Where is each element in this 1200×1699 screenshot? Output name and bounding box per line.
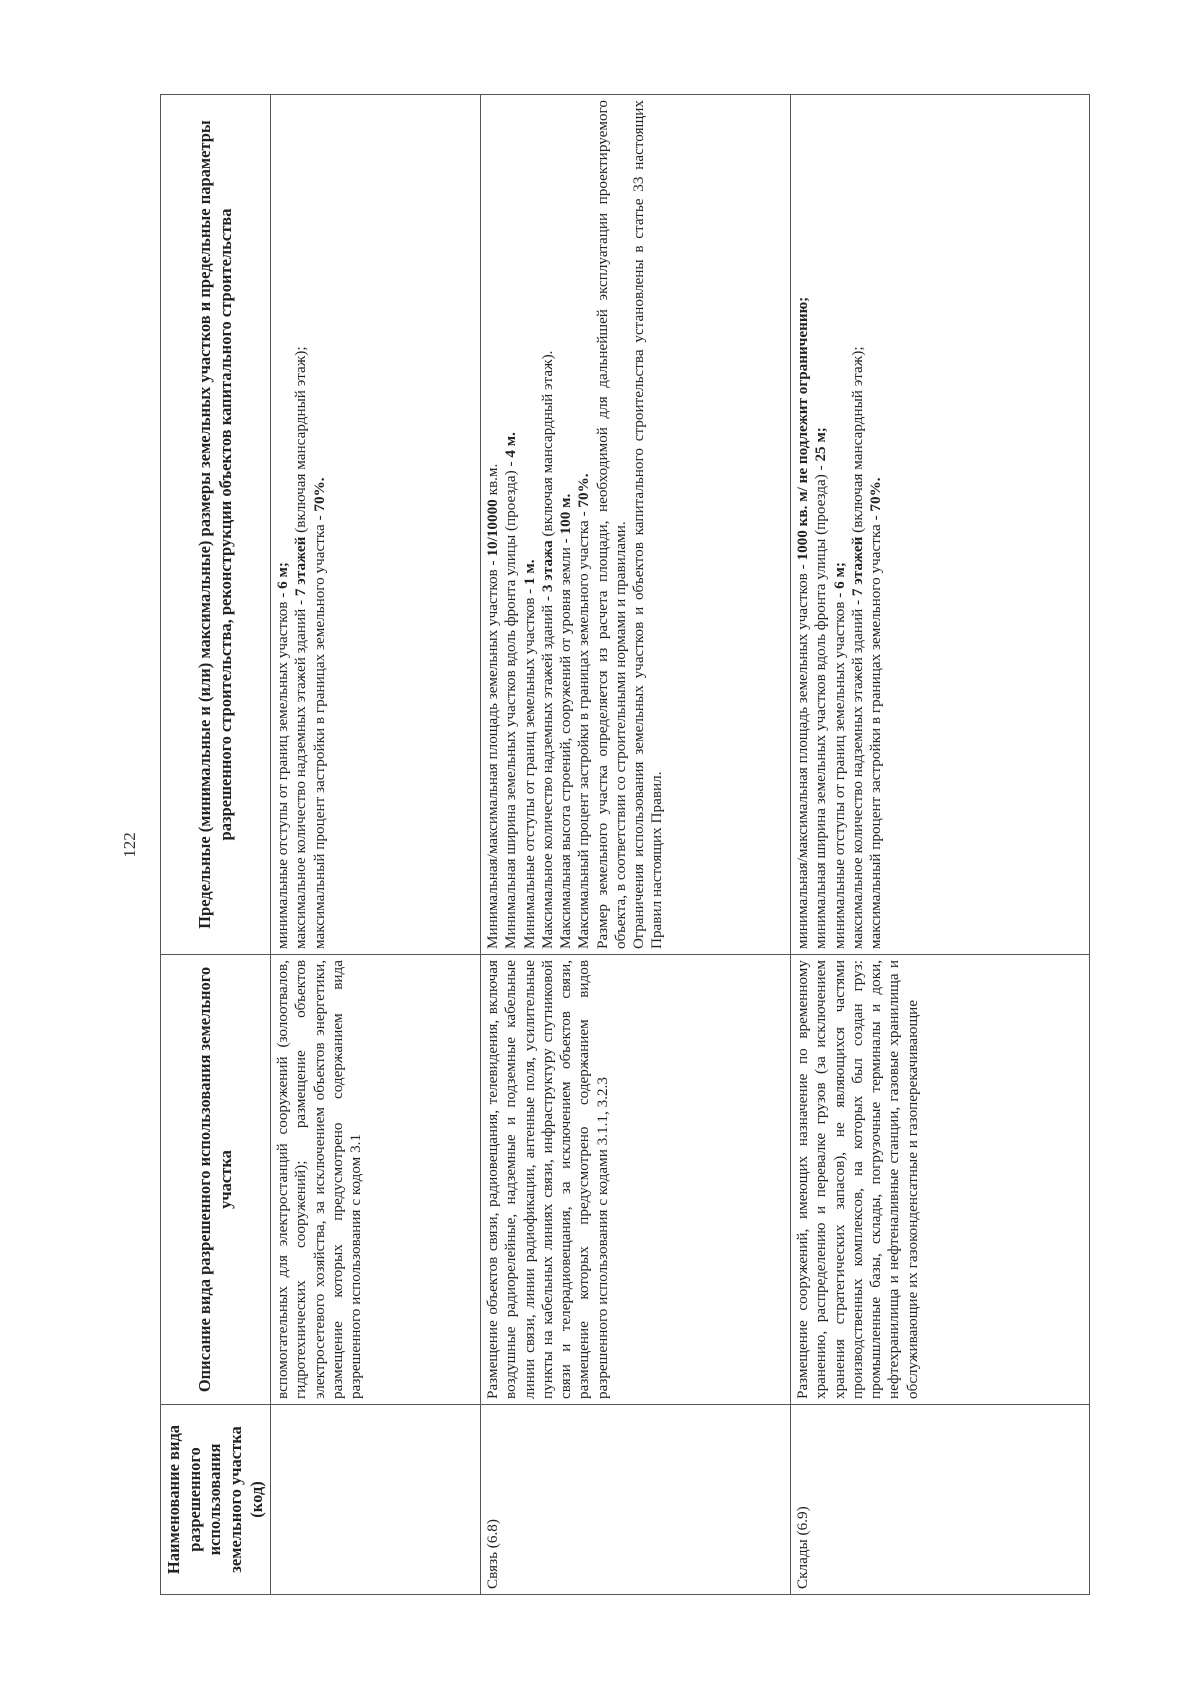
page-number: 122 [120, 832, 139, 858]
parameter-line [630, 100, 666, 949]
parameter-value: 4 м. [502, 432, 520, 458]
parameter-value: 25 м; [812, 427, 830, 462]
parameter-text: Размер земельного участка определяется из расчета площади, необходимой для дальнейшей эксплуатации проектируемого объекта, в соответствии со строительными нормами и правилами. [593, 100, 629, 949]
table-header-row [161, 95, 271, 1595]
parameter-line [539, 100, 557, 949]
parameter-line [292, 100, 310, 949]
parameters-cell [271, 95, 481, 955]
parameter-line [557, 100, 575, 949]
parameter-text: Минимальная ширина земельных участков вдоль фронта улицы (проезда) - [502, 457, 520, 949]
parameter-note: кв.м. [484, 463, 502, 500]
use-description-cell: Размещение сооружений, имеющих назначение по временному хранению, распределению и перевалке грузов (за исключением хранения стратегических запасов), не являющихся частями производственных комплексов, на которых был создан груз: промышленные базы, склады, погрузочные терминалы и доки, нефтехранилища и нефтеналивные станции, газовые хранилища и обслуживающие их газоконденсатные и газоперекачивающие [791, 955, 1090, 1405]
parameter-value: 10/10000 [484, 499, 502, 557]
parameter-note: (включая мансардный этаж); [292, 346, 310, 537]
parameter-text: Минимальные отступы от границ земельных участков - [520, 584, 538, 949]
parameter-text: максимальное количество надземных этажей зданий - [848, 596, 866, 949]
table-row [481, 95, 791, 1595]
parameter-line [484, 100, 502, 949]
parameters-cell [791, 95, 1090, 955]
parameter-text: минимальные отступы от границ земельных участков - [830, 588, 848, 949]
parameter-text: Максимальная высота строений, сооружений от уровня земли - [557, 534, 575, 949]
parameter-line [831, 100, 849, 949]
parameter-line [521, 100, 539, 949]
parameter-text: Ограничения использования земельных участков и объектов капитального строительства установлены в статье 33 настоящих Правил настоящих Правил. [630, 100, 666, 949]
header-use-description: Описание вида разрешенного использования земельного участка [161, 955, 271, 1405]
parameters-cell [481, 95, 791, 955]
parameter-text: минимальная/максимальная площадь земельных участков - [794, 560, 812, 949]
parameter-text: минимальные отступы от границ земельных участков - [274, 588, 292, 949]
parameter-text: максимальный процент застройки в границах земельного участка - [310, 511, 328, 949]
parameter-value: 7 этажей [292, 536, 310, 597]
rotated-page-content [120, 95, 1100, 1595]
parameter-text: Минимальная/максимальная площадь земельных участков - [484, 556, 502, 949]
use-description-cell: Размещение объектов связи, радиовещания, телевидения, включая воздушные радиорелейные, надземные и подземные кабельные линии связи, линии радиофикации, антенные поля, усилительные пункты на кабельных линиях связи, инфраструктуру спутниковой связи и телерадиовещания, за исключением объектов связи, размещение которых предусмотрено содержанием видов разрешенного использования с кодами 3.1.1, 3.2.3 [481, 955, 791, 1405]
table-row [791, 95, 1090, 1595]
parameter-line [867, 100, 885, 949]
use-name-cell [271, 1405, 481, 1595]
parameter-line [849, 100, 867, 949]
parameter-line [794, 100, 812, 949]
parameter-value: 1000 кв. м/ не подлежит ограничению; [794, 296, 812, 561]
header-limit-parameters: Предельные (минимальные и (или) максимальные) размеры земельных участков и предельные параметры разрешенного строительства, реконструкции объектов капитального строительства [161, 95, 271, 955]
parameter-value: 1 м. [520, 559, 538, 585]
header-use-name: Наименование вида разрешенного использования земельного участка (код) [161, 1405, 271, 1595]
parameter-line [502, 100, 520, 949]
parameter-value: 6 м; [830, 562, 848, 589]
parameter-line [311, 100, 329, 949]
parameter-text: Максимальный процент застройки в границах земельного участка - [575, 507, 593, 949]
parameter-text: Максимальное количество надземных этажей зданий - [538, 592, 556, 949]
parameter-text: минимальная ширина земельных участков вдоль фронта улицы (проезда) - [812, 461, 830, 949]
parameter-value: 70%. [575, 473, 593, 508]
parameter-value: 7 этажей [848, 536, 866, 597]
parameter-value: 70%. [867, 477, 885, 512]
use-name-cell: Склады (6.9) [791, 1405, 1090, 1595]
parameter-value: 6 м; [274, 562, 292, 589]
parameter-line [812, 100, 830, 949]
parameter-text: максимальный процент застройки в границах земельного участка - [867, 511, 885, 949]
table-row [271, 95, 481, 1595]
use-name-cell: Связь (6.8) [481, 1405, 791, 1595]
use-description-cell: вспомогательных для электростанций сооружений (золоотвалов, гидротехнических сооружений); размещение объектов электросетевого хозяйства, за исключением объектов энергетики, размещение которых предусмотрено содержанием вида разрешенного использования с кодом 3.1 [271, 955, 481, 1405]
parameter-note: (включая мансардный этаж); [848, 346, 866, 537]
land-use-table [160, 94, 1090, 1595]
parameter-line [594, 100, 630, 949]
parameter-line [274, 100, 292, 949]
parameter-value: 70%. [310, 477, 328, 512]
parameter-text: максимальное количество надземных этажей зданий - [292, 596, 310, 949]
parameter-value: 3 этажа [538, 540, 556, 593]
parameter-line [575, 100, 593, 949]
parameter-note: (включая мансардный этаж). [538, 350, 556, 541]
parameter-value: 100 м. [557, 493, 575, 535]
